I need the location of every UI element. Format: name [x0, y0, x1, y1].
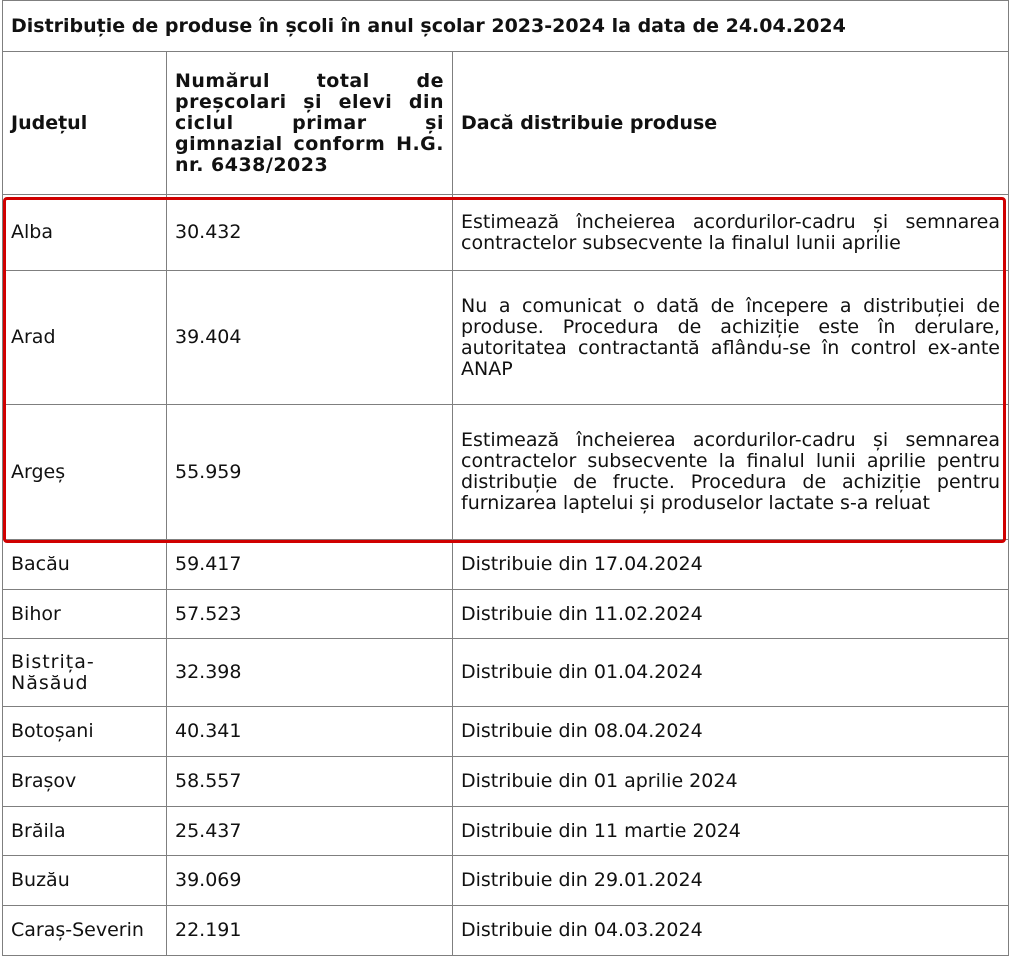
count-cell: 22.191	[167, 906, 453, 956]
status-cell: Distribuie din 29.01.2024	[453, 856, 1009, 906]
county-cell: Arad	[3, 271, 167, 405]
county-cell: Alba	[3, 195, 167, 271]
header-count: Numărul total de preșcolari și elevi din ciclul primar și gimnazial conform H.G. nr. 6438/2023	[167, 52, 453, 195]
count-cell: 25.437	[167, 807, 453, 856]
county-cell: Argeș	[3, 405, 167, 540]
table-row	[3, 906, 1009, 956]
count-cell: 39.069	[167, 856, 453, 906]
count-cell: 39.404	[167, 271, 453, 405]
header-row	[3, 52, 1009, 195]
status-cell: Distribuie din 11 martie 2024	[453, 807, 1009, 856]
table-row	[3, 639, 1009, 707]
count-cell: 58.557	[167, 757, 453, 807]
distribution-table	[2, 0, 1009, 956]
status-cell: Estimează încheierea acordurilor-cadru și semnarea contractelor subsecvente la finalul lunii aprilie pentru distribuție de fructe. Procedura de achiziție pentru furnizarea laptelui și produselor lactate s-a reluat	[453, 405, 1009, 540]
county-cell: Buzău	[3, 856, 167, 906]
count-cell: 57.523	[167, 590, 453, 639]
table-row	[3, 405, 1009, 540]
county-cell: Botoșani	[3, 707, 167, 757]
table-row	[3, 540, 1009, 590]
table-row	[3, 807, 1009, 856]
table-row	[3, 856, 1009, 906]
county-cell: Bacău	[3, 540, 167, 590]
count-cell: 30.432	[167, 195, 453, 271]
status-text: Estimează încheierea acordurilor-cadru și semnarea contractelor subsecvente la finalul lunii aprilie	[461, 211, 1000, 254]
table-row	[3, 195, 1009, 271]
table-row	[3, 271, 1009, 405]
county-cell: Caraș-Severin	[3, 906, 167, 956]
table-title: Distribuție de produse în școli în anul școlar 2023-2024 la data de 24.04.2024	[3, 1, 1009, 52]
status-cell: Distribuie din 08.04.2024	[453, 707, 1009, 757]
header-county: Județul	[3, 52, 167, 195]
county-cell: Bistrița-Năsăud	[3, 639, 167, 707]
county-cell: Brăila	[3, 807, 167, 856]
title-row	[3, 1, 1009, 52]
count-cell: 32.398	[167, 639, 453, 707]
table-row	[3, 590, 1009, 639]
table-row	[3, 707, 1009, 757]
status-cell: Distribuie din 17.04.2024	[453, 540, 1009, 590]
status-cell: Distribuie din 01 aprilie 2024	[453, 757, 1009, 807]
status-cell: Nu a comunicat o dată de începere a distribuției de produse. Procedura de achiziție este în derulare, autoritatea contractantă aflându-se în control ex-ante ANAP	[453, 271, 1009, 405]
count-cell: 59.417	[167, 540, 453, 590]
count-cell: 55.959	[167, 405, 453, 540]
distribution-document	[2, 0, 1008, 956]
header-status: Dacă distribuie produse	[453, 52, 1009, 195]
table-row	[3, 757, 1009, 807]
status-cell: Distribuie din 04.03.2024	[453, 906, 1009, 956]
county-cell: Brașov	[3, 757, 167, 807]
status-cell: Distribuie din 11.02.2024	[453, 590, 1009, 639]
status-cell: Distribuie din 01.04.2024	[453, 639, 1009, 707]
count-cell: 40.341	[167, 707, 453, 757]
status-cell	[453, 195, 1009, 271]
county-cell: Bihor	[3, 590, 167, 639]
